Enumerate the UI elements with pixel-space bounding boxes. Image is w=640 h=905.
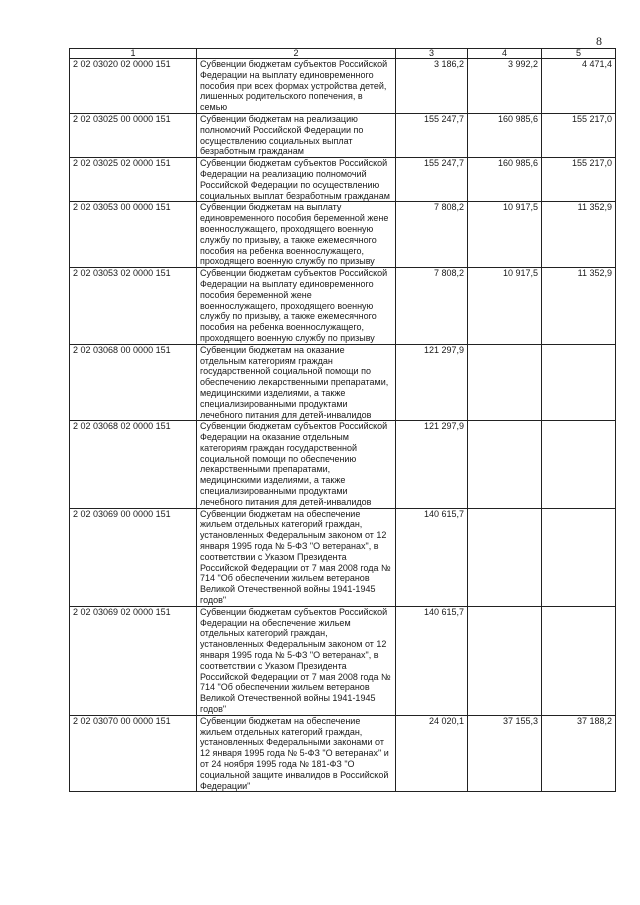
- row-value-col3: 24 020,1: [396, 715, 468, 792]
- row-value-col3: 155 247,7: [396, 113, 468, 157]
- row-value-col5: 11 352,9: [542, 202, 616, 268]
- table-row: [70, 268, 616, 345]
- column-header-name: 2: [197, 49, 396, 59]
- row-value-col4: [468, 344, 542, 421]
- row-name: Субвенции бюджетам субъектов Российской Федерации на выплату единовременного пособия беременной жене военнослужащего, проходящего военную службу по призыву, а также ежемесячного пособия на ребенка военнослужащего, проходящего военную службу по призыву: [197, 268, 396, 345]
- row-value-col4: 160 985,6: [468, 113, 542, 157]
- row-value-col4: 10 917,5: [468, 202, 542, 268]
- row-value-col3: 155 247,7: [396, 158, 468, 202]
- row-name: Субвенции бюджетам на оказание отдельным категориям граждан государственной социальной помощи по обеспечению лекарственными препаратами, медицинскими изделиями, а также специализированными продуктами лечебного питания для детей-инвалидов: [197, 344, 396, 421]
- header-row: [70, 49, 616, 59]
- column-header-col4: 4: [468, 49, 542, 59]
- row-value-col4: [468, 421, 542, 508]
- column-header-col5: 5: [542, 49, 616, 59]
- row-code: 2 02 03053 00 0000 151: [70, 202, 197, 268]
- row-value-col5: [542, 508, 616, 606]
- budget-table: [69, 48, 616, 792]
- row-value-col5: 155 217,0: [542, 113, 616, 157]
- column-header-code: 1: [70, 49, 197, 59]
- table-row: [70, 113, 616, 157]
- row-value-col5: 37 188,2: [542, 715, 616, 792]
- row-value-col4: [468, 606, 542, 715]
- row-code: 2 02 03025 00 0000 151: [70, 113, 197, 157]
- row-value-col5: [542, 421, 616, 508]
- row-name: Субвенции бюджетам на выплату единовременного пособия беременной жене военнослужащего, проходящего военную службу по призыву, а также ежемесячного пособия на ребенка военнослужащего, проходящего военную службу по призыву: [197, 202, 396, 268]
- row-name: Субвенции бюджетам субъектов Российской Федерации на выплату единовременного пособия при всех формах устройства детей, лишенных родительского попечения, в семью: [197, 59, 396, 114]
- table-row: [70, 202, 616, 268]
- table-row: [70, 158, 616, 202]
- row-value-col3: 121 297,9: [396, 344, 468, 421]
- row-name: Субвенции бюджетам на обеспечение жильем отдельных категорий граждан, установленных Федеральным законом от 12 января 1995 года № 5-ФЗ "О ветеранах", в соответствии с Указом Президента Российской Федерации от 7 мая 2008 года № 714 "Об обеспечении жильем ветеранов Великой Отечественной войны 1941-1945 годов": [197, 508, 396, 606]
- page-number: 8: [596, 34, 602, 48]
- row-code: 2 02 03053 02 0000 151: [70, 268, 197, 345]
- table-row: [70, 59, 616, 114]
- table-row: [70, 421, 616, 508]
- row-value-col4: 160 985,6: [468, 158, 542, 202]
- row-code: 2 02 03020 02 0000 151: [70, 59, 197, 114]
- row-name: Субвенции бюджетам на реализацию полномочий Российской Федерации по осуществлению социальных выплат безработным гражданам: [197, 113, 396, 157]
- table-row: [70, 344, 616, 421]
- row-value-col4: 37 155,3: [468, 715, 542, 792]
- row-value-col3: 7 808,2: [396, 202, 468, 268]
- row-value-col5: [542, 606, 616, 715]
- row-name: Субвенции бюджетам субъектов Российской Федерации на оказание отдельным категориям граждан государственной социальной помощи по обеспечению лекарственными препаратами, медицинскими изделиями, а также специализированными продуктами лечебного питания для детей-инвалидов: [197, 421, 396, 508]
- column-header-col3: 3: [396, 49, 468, 59]
- row-value-col3: 140 615,7: [396, 508, 468, 606]
- row-code: 2 02 03025 02 0000 151: [70, 158, 197, 202]
- row-code: 2 02 03069 02 0000 151: [70, 606, 197, 715]
- row-value-col5: 11 352,9: [542, 268, 616, 345]
- row-code: 2 02 03070 00 0000 151: [70, 715, 197, 792]
- row-value-col3: 3 186,2: [396, 59, 468, 114]
- table-row: [70, 508, 616, 606]
- row-value-col4: [468, 508, 542, 606]
- row-name: Субвенции бюджетам на обеспечение жильем отдельных категорий граждан, установленных Федеральными законами от 12 января 1995 года № 5-ФЗ "О ветеранах" и от 24 ноября 1995 года № 181-ФЗ "О социальной защите инвалидов в Российской Федерации": [197, 715, 396, 792]
- row-name: Субвенции бюджетам субъектов Российской Федерации на обеспечение жильем отдельных категорий граждан, установленных Федеральным законом от 12 января 1995 года № 5-ФЗ "О ветеранах", в соответствии с Указом Президента Российской Федерации от 7 мая 2008 года № 714 "Об обеспечении жильем ветеранов Великой Отечественной войны 1941-1945 годов": [197, 606, 396, 715]
- row-value-col5: 4 471,4: [542, 59, 616, 114]
- row-value-col5: 155 217,0: [542, 158, 616, 202]
- row-value-col4: 3 992,2: [468, 59, 542, 114]
- table-row: [70, 715, 616, 792]
- row-value-col3: 7 808,2: [396, 268, 468, 345]
- row-name: Субвенции бюджетам субъектов Российской Федерации на реализацию полномочий Российской Федерации по осуществлению социальных выплат безработным гражданам: [197, 158, 396, 202]
- row-value-col4: 10 917,5: [468, 268, 542, 345]
- table-row: [70, 606, 616, 715]
- row-code: 2 02 03068 00 0000 151: [70, 344, 197, 421]
- row-value-col3: 140 615,7: [396, 606, 468, 715]
- row-code: 2 02 03068 02 0000 151: [70, 421, 197, 508]
- row-code: 2 02 03069 00 0000 151: [70, 508, 197, 606]
- row-value-col3: 121 297,9: [396, 421, 468, 508]
- row-value-col5: [542, 344, 616, 421]
